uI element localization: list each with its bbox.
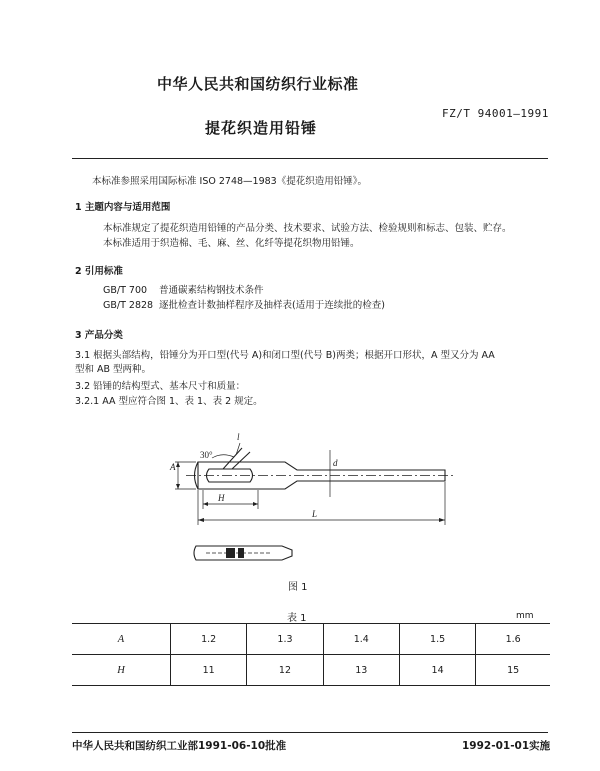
effective-date: 1992-01-01实施 <box>462 740 551 752</box>
table-row <box>72 624 550 655</box>
table-cell: 13 <box>323 655 399 686</box>
table-cell: 1.4 <box>323 624 399 655</box>
reference-title: 普通碳素结构钢技术条件 <box>159 285 264 296</box>
clause-3-2-1: 3.2.1 AA 型应符合图 1、表 1、表 2 规定。 <box>75 396 263 407</box>
row-label: H <box>72 655 171 686</box>
section-1-paragraph-2: 本标准适用于织造棉、毛、麻、丝、化纤等提花织物用铅锤。 <box>103 238 360 249</box>
angle-arc <box>212 455 234 458</box>
section-1-heading: 1 主题内容与适用范围 <box>75 202 171 213</box>
section-3-heading: 3 产品分类 <box>75 330 123 341</box>
side-view-slot-mark <box>226 548 235 558</box>
clause-3-1-line-1: 3.1 根据头部结构，铅锤分为开口型(代号 A)和闭口型(代号 B)两类；根据开口形状，A 型又分为 AA <box>75 350 495 361</box>
section-2-heading: 2 引用标准 <box>75 266 123 277</box>
table-cell: 12 <box>247 655 323 686</box>
reference-code: GB/T 2828 <box>103 300 154 311</box>
table-cell: 11 <box>171 655 247 686</box>
table-row <box>72 655 550 686</box>
standard-code: FZ/T 94001—1991 <box>442 107 549 120</box>
label-h: H <box>218 493 225 503</box>
table-cell: 1.5 <box>399 624 475 655</box>
label-d: d <box>333 458 338 468</box>
label-l: l <box>237 432 240 442</box>
dimension-h <box>203 490 258 509</box>
standard-title: 中华人民共和国纺织行业标准 <box>157 75 359 93</box>
lingo-slot-opening <box>223 448 250 469</box>
issued-date: 中华人民共和国纺织工业部1991-06-10批准 <box>72 740 287 752</box>
clause-3-1-line-2: 型和 AB 型两种。 <box>75 364 152 375</box>
clause-3-2: 3.2 铅锤的结构型式、基本尺寸和质量： <box>75 381 246 392</box>
table-cell: 14 <box>399 655 475 686</box>
label-a: A <box>170 462 176 472</box>
table-caption: 表 1 <box>287 613 307 624</box>
document-title: 提花织造用铅锤 <box>205 119 318 137</box>
table-unit: mm <box>516 611 534 621</box>
table-1 <box>72 623 550 686</box>
row-label: A <box>72 624 171 655</box>
table-cell: 1.3 <box>247 624 323 655</box>
footer-rule <box>72 732 548 733</box>
label-l-total: L <box>312 509 318 519</box>
table-cell: 1.6 <box>476 624 550 655</box>
table-cell: 1.2 <box>171 624 247 655</box>
label-angle: 30° <box>200 450 213 460</box>
reference-title: 逐批检查计数抽样程序及抽样表(适用于连续批的检查) <box>159 300 385 311</box>
figure-caption: 图 1 <box>288 582 308 593</box>
intro-paragraph: 本标准参照采用国际标准 ISO 2748—1983《提花织造用铅锤》。 <box>92 176 367 187</box>
side-view-slot-mark <box>238 548 244 558</box>
section-1-paragraph-1: 本标准规定了提花织造用铅锤的产品分类、技术要求、试验方法、检验规则和标志、包装、贮存。 <box>103 223 512 234</box>
table-cell: 15 <box>476 655 550 686</box>
reference-code: GB/T 700 <box>103 285 148 296</box>
